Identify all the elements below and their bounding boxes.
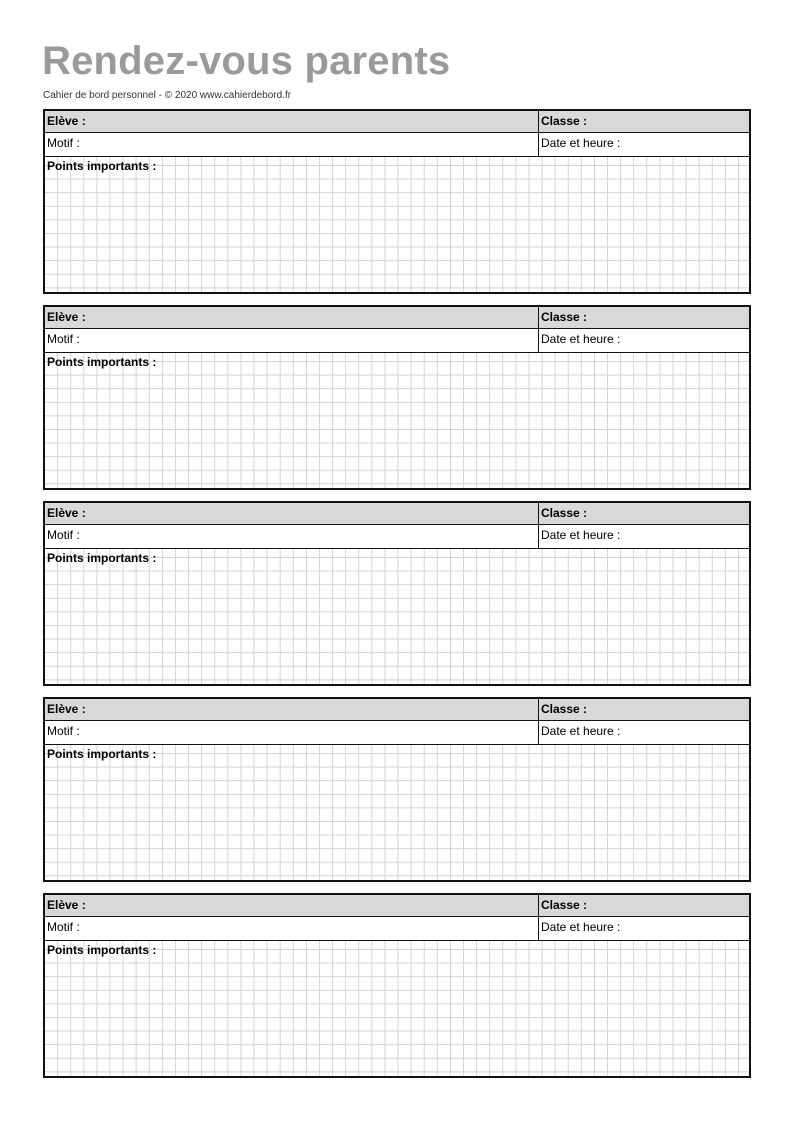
- classe-field[interactable]: Classe :: [541, 114, 588, 128]
- notes-grid-area[interactable]: [45, 941, 749, 1076]
- classe-field[interactable]: Classe :: [541, 506, 588, 520]
- motif-field[interactable]: Motif :: [45, 721, 539, 744]
- card-header-row: [45, 503, 749, 525]
- date-heure-field[interactable]: Date et heure :: [541, 136, 621, 150]
- eleve-field[interactable]: Elève :: [45, 111, 539, 132]
- classe-field[interactable]: Classe :: [541, 310, 588, 324]
- eleve-field[interactable]: Elève :: [45, 895, 539, 916]
- notes-grid-area[interactable]: [45, 353, 749, 488]
- card-info-row: [45, 133, 749, 157]
- notes-grid-area[interactable]: [45, 157, 749, 292]
- eleve-field[interactable]: Elève :: [45, 699, 539, 720]
- motif-field[interactable]: Motif :: [45, 525, 539, 548]
- points-importants-label: Points importants :: [47, 159, 157, 173]
- motif-field[interactable]: Motif :: [45, 133, 539, 156]
- date-heure-field[interactable]: Date et heure :: [541, 528, 621, 542]
- card-info-row: [45, 917, 749, 941]
- card-header-row: [45, 699, 749, 721]
- date-heure-field[interactable]: Date et heure :: [541, 724, 621, 738]
- card-info-row: [45, 329, 749, 353]
- meeting-card: [43, 697, 751, 882]
- eleve-field[interactable]: Elève :: [45, 503, 539, 524]
- motif-field[interactable]: Motif :: [45, 329, 539, 352]
- motif-field[interactable]: Motif :: [45, 917, 539, 940]
- eleve-field[interactable]: Elève :: [45, 307, 539, 328]
- card-header-row: [45, 111, 749, 133]
- date-heure-field[interactable]: Date et heure :: [541, 332, 621, 346]
- classe-field[interactable]: Classe :: [541, 898, 588, 912]
- card-info-row: [45, 525, 749, 549]
- points-importants-label: Points importants :: [47, 551, 157, 565]
- points-importants-label: Points importants :: [47, 943, 157, 957]
- page-title: Rendez-vous parents: [42, 39, 451, 83]
- notes-grid-area[interactable]: [45, 549, 749, 684]
- date-heure-field[interactable]: Date et heure :: [541, 920, 621, 934]
- meeting-card: [43, 501, 751, 686]
- page-subtitle: Cahier de bord personnel - © 2020 www.cahierdebord.fr: [43, 90, 292, 101]
- card-header-row: [45, 307, 749, 329]
- meeting-card: [43, 305, 751, 490]
- classe-field[interactable]: Classe :: [541, 702, 588, 716]
- card-info-row: [45, 721, 749, 745]
- meeting-card: [43, 109, 751, 294]
- notes-grid-area[interactable]: [45, 745, 749, 880]
- points-importants-label: Points importants :: [47, 355, 157, 369]
- points-importants-label: Points importants :: [47, 747, 157, 761]
- meeting-card: [43, 893, 751, 1078]
- card-header-row: [45, 895, 749, 917]
